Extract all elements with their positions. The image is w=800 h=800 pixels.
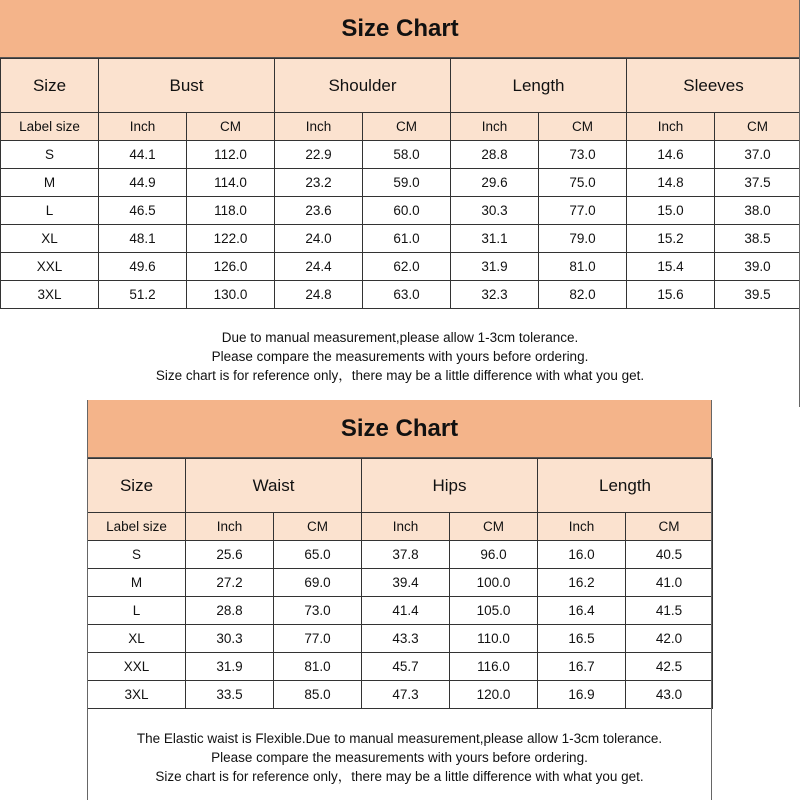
measurement-cell: 16.4 xyxy=(538,597,626,625)
measurement-cell: 31.9 xyxy=(451,253,539,281)
measurement-cell: 48.1 xyxy=(99,225,187,253)
panel-border-left xyxy=(87,400,88,800)
measurement-cell: 41.0 xyxy=(626,569,713,597)
measurement-cell: 37.8 xyxy=(362,541,450,569)
table-row xyxy=(88,625,713,653)
measurement-cell: 38.5 xyxy=(715,225,800,253)
unit-inch: Inch xyxy=(186,513,274,541)
measurement-cell: 23.2 xyxy=(275,169,363,197)
measurement-cell: 130.0 xyxy=(187,281,275,309)
measurement-cell: 16.0 xyxy=(538,541,626,569)
measurement-cell: 16.5 xyxy=(538,625,626,653)
column-header-length: Length xyxy=(451,59,627,113)
measurement-cell: 16.2 xyxy=(538,569,626,597)
size-label-cell: L xyxy=(1,197,99,225)
measurement-cell: 47.3 xyxy=(362,681,450,709)
measurement-cell: 22.9 xyxy=(275,141,363,169)
measurement-cell: 58.0 xyxy=(363,141,451,169)
column-header-waist: Waist xyxy=(186,459,362,513)
measurement-cell: 51.2 xyxy=(99,281,187,309)
measurement-cell: 15.6 xyxy=(627,281,715,309)
measurement-cell: 77.0 xyxy=(274,625,362,653)
header-row xyxy=(1,59,800,113)
measurement-cell: 105.0 xyxy=(450,597,538,625)
measurement-cell: 41.4 xyxy=(362,597,450,625)
measurement-cell: 41.5 xyxy=(626,597,713,625)
size-label-cell: M xyxy=(88,569,186,597)
bottom-chart-notes xyxy=(87,729,712,786)
unit-inch: Inch xyxy=(451,113,539,141)
size-label-cell: XL xyxy=(88,625,186,653)
measurement-cell: 14.6 xyxy=(627,141,715,169)
size-label-cell: XL xyxy=(1,225,99,253)
measurement-cell: 39.5 xyxy=(715,281,800,309)
table-row xyxy=(88,597,713,625)
measurement-cell: 15.2 xyxy=(627,225,715,253)
measurement-cell: 43.0 xyxy=(626,681,713,709)
measurement-cell: 16.7 xyxy=(538,653,626,681)
note-line: Please compare the measurements with yours before ordering. xyxy=(211,349,589,364)
bottom-chart-title: Size Chart xyxy=(87,400,712,458)
measurement-cell: 30.3 xyxy=(451,197,539,225)
unit-inch: Inch xyxy=(362,513,450,541)
bottom-size-chart xyxy=(87,400,712,800)
measurement-cell: 44.1 xyxy=(99,141,187,169)
table-row xyxy=(1,281,800,309)
measurement-cell: 42.0 xyxy=(626,625,713,653)
measurement-cell: 30.3 xyxy=(186,625,274,653)
size-label-cell: 3XL xyxy=(88,681,186,709)
measurement-cell: 44.9 xyxy=(99,169,187,197)
size-label-cell: XXL xyxy=(88,653,186,681)
measurement-cell: 16.9 xyxy=(538,681,626,709)
measurement-cell: 59.0 xyxy=(363,169,451,197)
measurement-cell: 79.0 xyxy=(539,225,627,253)
table-row xyxy=(88,653,713,681)
label-size-header: Label size xyxy=(88,513,186,541)
unit-cm: CM xyxy=(715,113,800,141)
measurement-cell: 38.0 xyxy=(715,197,800,225)
unit-row xyxy=(88,513,713,541)
measurement-cell: 81.0 xyxy=(274,653,362,681)
measurement-cell: 32.3 xyxy=(451,281,539,309)
unit-cm: CM xyxy=(450,513,538,541)
measurement-cell: 65.0 xyxy=(274,541,362,569)
size-label-cell: XXL xyxy=(1,253,99,281)
measurement-cell: 81.0 xyxy=(539,253,627,281)
measurement-cell: 69.0 xyxy=(274,569,362,597)
measurement-cell: 43.3 xyxy=(362,625,450,653)
measurement-cell: 25.6 xyxy=(186,541,274,569)
measurement-cell: 60.0 xyxy=(363,197,451,225)
measurement-cell: 29.6 xyxy=(451,169,539,197)
size-label-cell: M xyxy=(1,169,99,197)
measurement-cell: 49.6 xyxy=(99,253,187,281)
size-label-cell: L xyxy=(88,597,186,625)
measurement-cell: 62.0 xyxy=(363,253,451,281)
measurement-cell: 73.0 xyxy=(539,141,627,169)
unit-cm: CM xyxy=(539,113,627,141)
size-label-cell: S xyxy=(88,541,186,569)
panel-border-right xyxy=(711,400,712,800)
table-row xyxy=(1,225,800,253)
measurement-cell: 14.8 xyxy=(627,169,715,197)
size-label-cell: S xyxy=(1,141,99,169)
measurement-cell: 31.9 xyxy=(186,653,274,681)
note-line: Size chart is for reference only，there may be a little difference with what you get. xyxy=(155,368,645,383)
measurement-cell: 100.0 xyxy=(450,569,538,597)
measurement-cell: 85.0 xyxy=(274,681,362,709)
measurement-cell: 116.0 xyxy=(450,653,538,681)
measurement-cell: 28.8 xyxy=(186,597,274,625)
column-header-size: Size xyxy=(88,459,186,513)
unit-inch: Inch xyxy=(99,113,187,141)
measurement-cell: 63.0 xyxy=(363,281,451,309)
note-line: Due to manual measurement,please allow 1-3cm tolerance. xyxy=(221,330,579,345)
measurement-cell: 31.1 xyxy=(451,225,539,253)
measurement-cell: 15.0 xyxy=(627,197,715,225)
measurement-cell: 82.0 xyxy=(539,281,627,309)
measurement-cell: 40.5 xyxy=(626,541,713,569)
top-chart-title: Size Chart xyxy=(0,0,800,58)
measurement-cell: 42.5 xyxy=(626,653,713,681)
measurement-cell: 15.4 xyxy=(627,253,715,281)
unit-inch: Inch xyxy=(275,113,363,141)
top-chart-notes xyxy=(0,328,800,385)
unit-cm: CM xyxy=(626,513,713,541)
measurement-cell: 33.5 xyxy=(186,681,274,709)
measurement-cell: 75.0 xyxy=(539,169,627,197)
measurement-cell: 96.0 xyxy=(450,541,538,569)
measurement-cell: 110.0 xyxy=(450,625,538,653)
column-header-length: Length xyxy=(538,459,713,513)
column-header-bust: Bust xyxy=(99,59,275,113)
table-row xyxy=(1,253,800,281)
measurement-cell: 114.0 xyxy=(187,169,275,197)
column-header-sleeves: Sleeves xyxy=(627,59,800,113)
measurement-cell: 39.0 xyxy=(715,253,800,281)
table-row xyxy=(1,169,800,197)
note-line: Please compare the measurements with yours before ordering. xyxy=(211,750,588,765)
unit-inch: Inch xyxy=(538,513,626,541)
column-header-shoulder: Shoulder xyxy=(275,59,451,113)
note-line: Size chart is for reference only，there may be a little difference with what you get. xyxy=(155,769,644,784)
measurement-cell: 120.0 xyxy=(450,681,538,709)
top-size-table xyxy=(0,58,800,309)
note-line: The Elastic waist is Flexible.Due to manual measurement,please allow 1-3cm tolerance. xyxy=(136,731,663,746)
measurement-cell: 27.2 xyxy=(186,569,274,597)
table-row xyxy=(1,197,800,225)
table-row xyxy=(1,141,800,169)
measurement-cell: 24.4 xyxy=(275,253,363,281)
measurement-cell: 24.0 xyxy=(275,225,363,253)
measurement-cell: 112.0 xyxy=(187,141,275,169)
measurement-cell: 77.0 xyxy=(539,197,627,225)
unit-inch: Inch xyxy=(627,113,715,141)
size-label-cell: 3XL xyxy=(1,281,99,309)
measurement-cell: 118.0 xyxy=(187,197,275,225)
measurement-cell: 39.4 xyxy=(362,569,450,597)
column-header-size: Size xyxy=(1,59,99,113)
bottom-size-table xyxy=(87,458,713,709)
unit-cm: CM xyxy=(363,113,451,141)
measurement-cell: 46.5 xyxy=(99,197,187,225)
measurement-cell: 24.8 xyxy=(275,281,363,309)
unit-row xyxy=(1,113,800,141)
column-header-hips: Hips xyxy=(362,459,538,513)
table-row xyxy=(88,569,713,597)
measurement-cell: 28.8 xyxy=(451,141,539,169)
unit-cm: CM xyxy=(187,113,275,141)
measurement-cell: 23.6 xyxy=(275,197,363,225)
measurement-cell: 37.5 xyxy=(715,169,800,197)
header-row xyxy=(88,459,713,513)
measurement-cell: 37.0 xyxy=(715,141,800,169)
measurement-cell: 122.0 xyxy=(187,225,275,253)
measurement-cell: 45.7 xyxy=(362,653,450,681)
measurement-cell: 126.0 xyxy=(187,253,275,281)
table-row xyxy=(88,681,713,709)
unit-cm: CM xyxy=(274,513,362,541)
measurement-cell: 61.0 xyxy=(363,225,451,253)
label-size-header: Label size xyxy=(1,113,99,141)
table-row xyxy=(88,541,713,569)
measurement-cell: 73.0 xyxy=(274,597,362,625)
